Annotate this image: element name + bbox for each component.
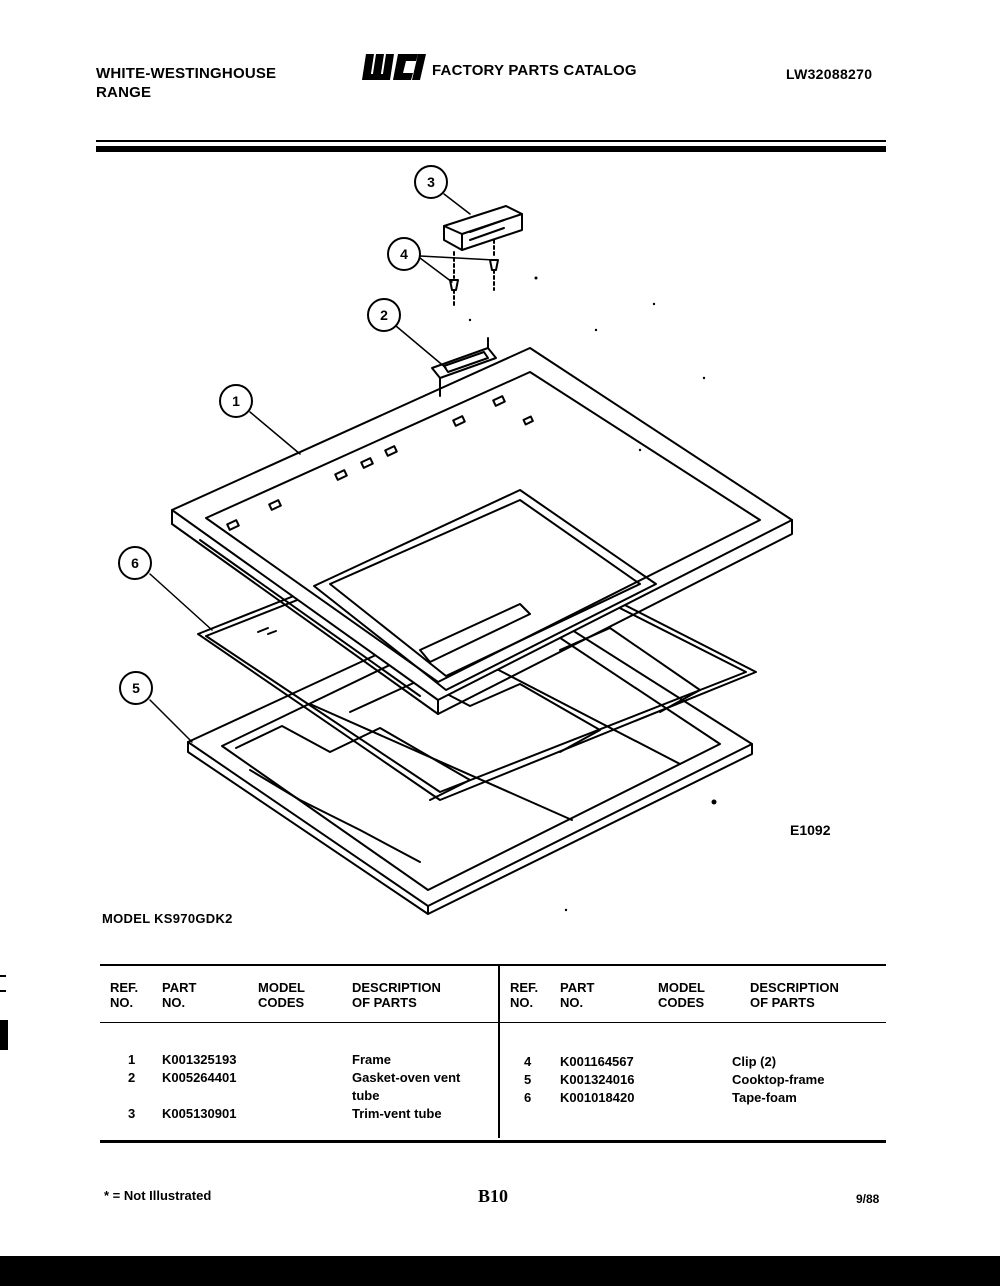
row-description: Clip (2): [732, 1054, 777, 1069]
row-part-no: K001164567: [560, 1054, 634, 1069]
row-part-no: K005264401: [162, 1070, 237, 1085]
svg-text:3: 3: [427, 174, 435, 190]
row-description: Trim-vent tube: [352, 1106, 442, 1121]
appliance-type: RANGE: [96, 84, 152, 101]
header-part-no: PART NO.: [162, 980, 197, 1010]
table-header-rule: [100, 1022, 886, 1023]
page-number: B10: [478, 1186, 509, 1206]
model-number: MODEL KS970GDK2: [102, 911, 233, 926]
callout-6: [119, 547, 151, 579]
callout-5: [120, 672, 152, 704]
row-description: Frame: [352, 1052, 392, 1067]
row-ref: 3: [128, 1106, 136, 1121]
parts-table: [100, 964, 886, 1143]
part-clips-drawing: [450, 240, 498, 306]
svg-text:6: 6: [131, 555, 139, 571]
callout-3: [415, 166, 447, 198]
figure-code: E1092: [790, 822, 831, 838]
svg-text:2: 2: [380, 307, 388, 323]
svg-text:4: 4: [400, 246, 408, 262]
scan-edge-mark: [0, 975, 6, 977]
catalog-number: LW32088270: [786, 66, 873, 82]
catalog-title: FACTORY PARTS CATALOG: [432, 61, 637, 79]
header-ref-no: REF. NO.: [110, 980, 139, 1010]
svg-text:1: 1: [232, 393, 240, 409]
callout-2: [368, 299, 400, 331]
part-main-frame-drawing: [172, 348, 792, 714]
row-description: Tape-foam: [732, 1090, 797, 1105]
row-ref: 4: [524, 1054, 532, 1069]
brand-name: WHITE-WESTINGHOUSE: [96, 65, 277, 82]
scan-edge-mark: [0, 1020, 8, 1050]
callout-4: [388, 238, 420, 270]
row-part-no: K001324016: [560, 1072, 635, 1087]
row-ref: 1: [128, 1052, 136, 1067]
row-part-no: K005130901: [162, 1106, 237, 1121]
header-model-codes: MODEL CODES: [258, 980, 305, 1010]
header-ref-no-right: REF. NO.: [510, 980, 539, 1010]
part-trim-vent-drawing: [444, 206, 522, 250]
table-column-divider: [498, 966, 500, 1138]
revision-date: 9/88: [856, 1192, 880, 1206]
row-ref: 2: [128, 1070, 136, 1085]
row-description: Cooktop-frame: [732, 1072, 825, 1087]
svg-text:5: 5: [132, 680, 140, 696]
header-description: DESCRIPTION OF PARTS: [352, 980, 441, 1010]
scan-edge-mark: [0, 990, 6, 992]
row-ref: 5: [524, 1072, 532, 1087]
row-description: Gasket-oven vent: [352, 1070, 461, 1085]
callout-1: [220, 385, 252, 417]
footer-note: * = Not Illustrated: [104, 1188, 212, 1203]
row-ref: 6: [524, 1090, 532, 1105]
row-description-continued: tube: [352, 1088, 380, 1103]
row-part-no: K001325193: [162, 1052, 237, 1067]
header-part-no-right: PART NO.: [560, 980, 595, 1010]
row-part-no: K001018420: [560, 1090, 635, 1105]
header-model-codes-right: MODEL CODES: [658, 980, 705, 1010]
header-description-right: DESCRIPTION OF PARTS: [750, 980, 839, 1010]
